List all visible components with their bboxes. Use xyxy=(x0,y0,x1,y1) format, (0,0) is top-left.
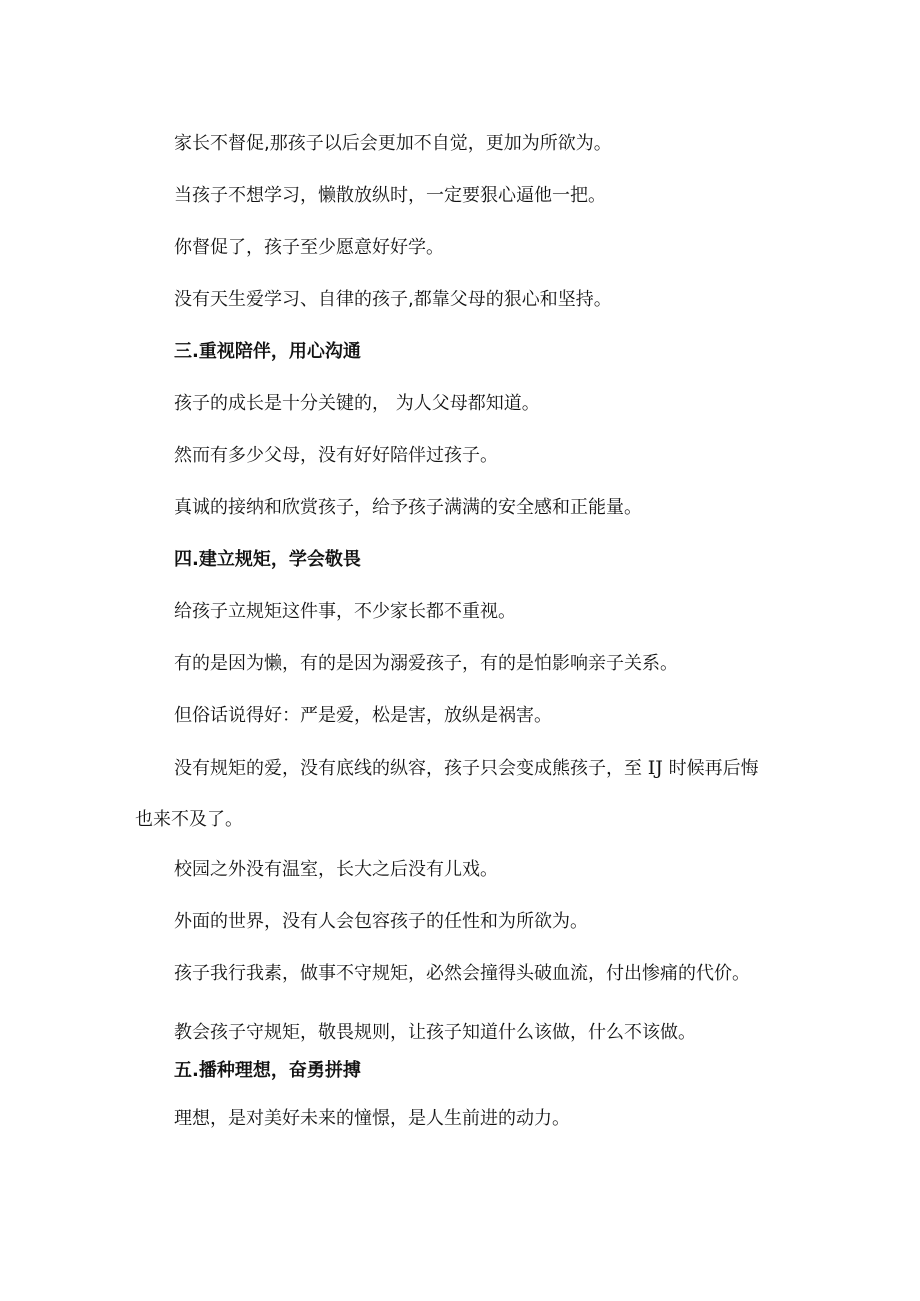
paragraph-13: 外面的世界，没有人会包容孩子的任性和为所欲为。 xyxy=(174,911,588,932)
paragraph-5: 孩子的成长是十分关键的， 为人父母都知道。 xyxy=(174,393,540,414)
paragraph-11-line-2: 也来不及了。 xyxy=(135,809,243,830)
paragraph-10: 但俗话说得好：严是爱，松是害，放纵是祸害。 xyxy=(174,705,552,726)
section-heading-4: 四.建立规矩，学会敬畏 xyxy=(174,549,361,570)
paragraph-16: 理想，是对美好未来的憧憬，是人生前进的动力。 xyxy=(174,1108,570,1129)
paragraph-4: 没有天生爱学习、自律的孩子,都靠父母的狠心和坚持。 xyxy=(174,289,612,310)
paragraph-1: 家长不督促,那孩子以后会更加不自觉，更加为所欲为。 xyxy=(174,133,612,154)
paragraph-11-ocr-glyph: IJ xyxy=(647,757,663,779)
paragraph-7: 真诚的接纳和欣赏孩子，给予孩子满满的安全感和正能量。 xyxy=(174,497,642,518)
section-heading-3: 三.重视陪伴，用心沟通 xyxy=(174,341,361,362)
paragraph-6: 然而有多少父母，没有好好陪伴过孩子。 xyxy=(174,445,498,466)
paragraph-3: 你督促了，孩子至少愿意好好学。 xyxy=(174,237,444,258)
paragraph-9: 有的是因为懒，有的是因为溺爱孩子，有的是怕影响亲子关系。 xyxy=(174,653,678,674)
paragraph-2: 当孩子不想学习，懒散放纵时，一定要狠心逼他一把。 xyxy=(174,185,606,206)
paragraph-8: 给孩子立规矩这件事，不少家长都不重视。 xyxy=(174,601,516,622)
paragraph-15: 教会孩子守规矩，敬畏规则，让孩子知道什么该做，什么不该做。 xyxy=(174,1022,696,1043)
paragraph-11-part-a: 没有规矩的爱，没有底线的纵容，孩子只会变成熊孩子，至 xyxy=(174,758,642,779)
section-heading-5: 五.播种理想，奋勇拼搏 xyxy=(174,1060,361,1081)
paragraph-14: 孩子我行我素，做事不守规矩，必然会撞得头破血流，付出惨痛的代价。 xyxy=(174,963,750,984)
paragraph-12: 校园之外没有温室，长大之后没有儿戏。 xyxy=(174,859,498,880)
paragraph-11-line-1 xyxy=(174,756,759,781)
paragraph-11-part-c: 时候再后悔 xyxy=(668,758,759,779)
